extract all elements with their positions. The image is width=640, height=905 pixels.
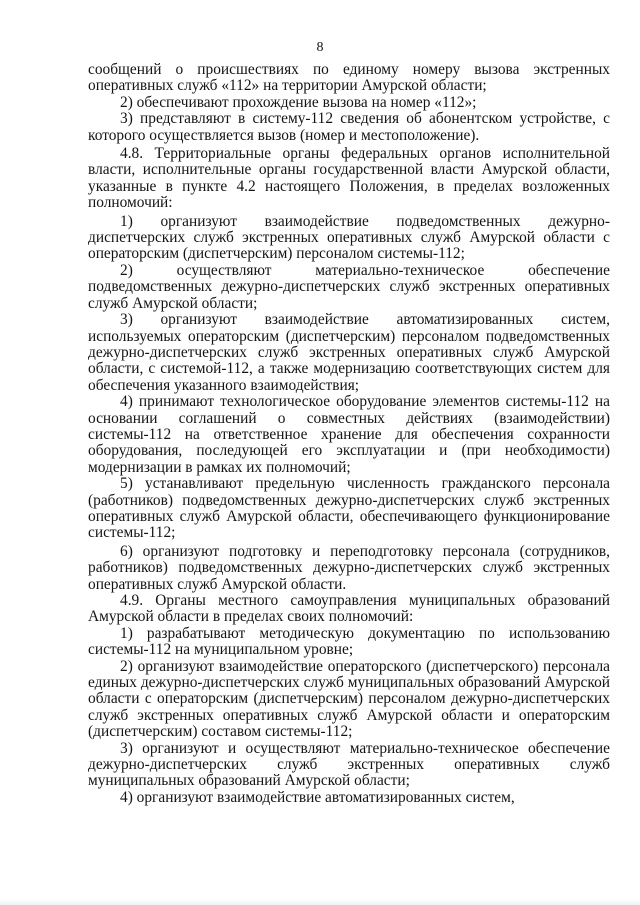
- section-4-8-item-1: 1) организуют взаимодействие подведомственных дежурно-диспетчерских служб экстренных оперативных служб Амурской области с операторским (диспетчерским) персоналом системы-112;: [88, 212, 610, 263]
- section-4-8-item-6: 6) организуют подготовку и переподготовку персонала (сотрудников, работников) подведомственных дежурно-диспетчерских служб экстренных оперативных служб Амурской области.: [88, 542, 610, 593]
- section-4-8-heading: 4.8. Территориальные органы федеральных органов исполнительной власти, исполнительные органы государственной власти Амурской области, указанные в пункте 4.2 настоящего Положения, в пределах возложенных полномочий:: [88, 145, 610, 212]
- section-4-9-item-1: 1) разрабатывают методическую документацию по использованию системы-112 на муниципальном уровне;: [88, 624, 610, 659]
- section-4-8-item-5: 5) устанавливают предельную численность гражданского персонала (работников) подведомственных дежурно-диспетчерских служб экстренных оперативных служб Амурской области, обеспечивающего функционирование системы-112;: [88, 475, 610, 542]
- section-4-9-heading: 4.9. Органы местного самоуправления муниципальных образований Амурской области в пределах своих полномочий:: [88, 592, 610, 626]
- paragraph-continuation: сообщений о происшествиях по единому номеру вызова экстренных оперативных служб «112» на территории Амурской области;: [88, 61, 610, 95]
- list-item-3-subscriber-info: 3) представляют в систему-112 сведения об абонентском устройстве, с которого осуществляется вызов (номер и местоположение).: [88, 110, 610, 144]
- page-number: 8: [316, 40, 324, 55]
- list-item-2-call-routing: 2) обеспечивают прохождение вызова на номер «112»;: [120, 93, 477, 111]
- section-4-9-item-2: 2) организуют взаимодействие операторского (диспетчерского) персонала единых дежурно-диспетчерских служб муниципальных образований Амурской области с операторским (диспетчерским) персоналом дежурно-диспетчерских служб экстренных оперативных служб Амурской области и операторским (диспетчерским) составом системы-112;: [88, 657, 611, 741]
- section-4-8-item-4: 4) принимают технологическое оборудование элементов системы-112 на основании соглашений о совместных действиях (взаимодействии) системы-112 на ответственное хранение для обеспечения сохранности оборудования, последующей его эксплуатации и (при необходимости) модернизации в рамках их полномочий;: [88, 393, 610, 476]
- section-4-8-item-3: 3) организуют взаимодействие автоматизированных систем, используемых операторским (диспетчерским) персоналом подведомственных дежурно-диспетчерских служб экстренных оперативных служб Амурской области, с системой-112, а также модернизацию соответствующих систем для обеспечения указанного взаимодействия;: [88, 311, 610, 394]
- section-4-9-item-4: 4) организуют взаимодействие автоматизированных систем,: [120, 788, 515, 806]
- scan-edge: [0, 899, 640, 905]
- section-4-8-item-2: 2) осуществляют материально-техническое обеспечение подведомственных дежурно-диспетчерских служб экстренных оперативных служб Амурской области;: [88, 261, 610, 312]
- document-body: [88, 62, 610, 806]
- section-4-9-item-3: 3) организуют и осуществляют материально-техническое обеспечение дежурно-диспетчерских служб экстренных оперативных служб муниципальных образований Амурской области;: [88, 739, 610, 790]
